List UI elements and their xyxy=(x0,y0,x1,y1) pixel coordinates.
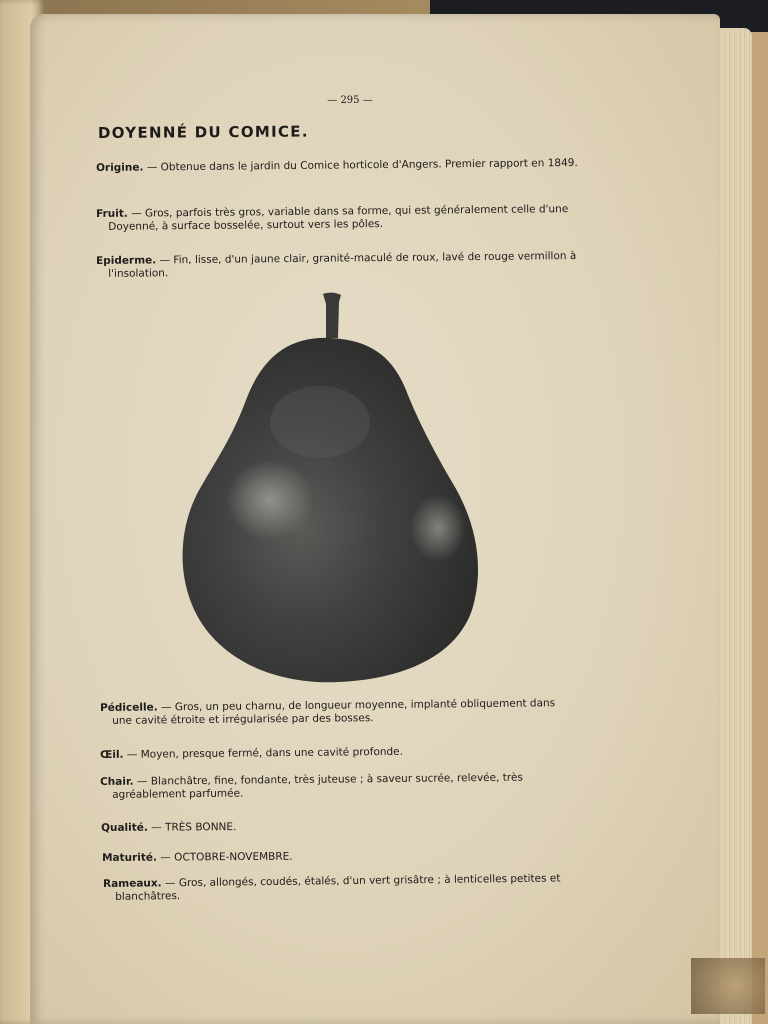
pear-icon xyxy=(170,292,490,690)
page-title: DOYENNÉ DU COMICE. xyxy=(97,122,309,142)
page-number: — 295 — xyxy=(327,95,373,106)
entry-label: Origine. xyxy=(96,161,144,174)
entry-label: Epiderme. xyxy=(96,254,157,267)
entry-text: — Blanchâtre, fine, fondante, très juteuse ; à saveur sucrée, relevée, très agréablement parfumée. xyxy=(112,771,523,801)
entry-fruit xyxy=(96,203,580,234)
entry-text: — Fin, lisse, d'un jaune clair, granité-maculé de roux, lavé de rouge vermillon à l'insolation. xyxy=(108,249,577,280)
entry-maturite xyxy=(102,849,574,865)
entry-label: Œil. xyxy=(100,748,124,761)
book-page xyxy=(30,14,720,1024)
entry-label: Rameaux. xyxy=(103,877,162,890)
entry-label: Qualité. xyxy=(101,821,148,834)
entry-text: — Gros, allongés, coudés, étalés, d'un vert grisâtre ; à lenticelles petites et blanchâtres. xyxy=(115,872,561,903)
entry-label: Maturité. xyxy=(102,851,158,864)
entry-chair xyxy=(100,771,572,802)
entry-qualite xyxy=(101,819,573,835)
entry-label: Pédicelle. xyxy=(100,701,158,714)
corner-thumbnail xyxy=(691,958,765,1014)
entry-epiderme xyxy=(96,250,580,281)
pear-highlight xyxy=(226,460,314,540)
entry-origine xyxy=(96,157,578,175)
entry-oeil xyxy=(100,744,572,762)
pear-stem xyxy=(323,293,341,338)
entry-text: — Gros, parfois très gros, variable dans sa forme, qui est généralement celle d'une Doyenné, à surface bosselée, surtout vers les pôles. xyxy=(108,203,569,233)
entry-text: — Gros, un peu charnu, de longueur moyenne, implanté obliquement dans une cavité étroite et irrégularisée par des bosses. xyxy=(112,697,556,727)
entry-label: Chair. xyxy=(100,775,134,788)
entry-rameaux xyxy=(103,872,565,904)
entry-text: — TRÈS BONNE. xyxy=(147,821,237,834)
entry-pedicelle xyxy=(100,697,572,728)
entry-text: — Obtenue dans le jardin du Comice horticole d'Angers. Premier rapport en 1849. xyxy=(143,156,578,174)
entry-label: Fruit. xyxy=(96,207,128,220)
pear-highlight xyxy=(270,386,370,458)
entry-text: — OCTOBRE-NOVEMBRE. xyxy=(156,850,293,864)
entry-text: — Moyen, presque fermé, dans une cavité profonde. xyxy=(123,745,404,761)
pear-highlight xyxy=(410,494,466,562)
